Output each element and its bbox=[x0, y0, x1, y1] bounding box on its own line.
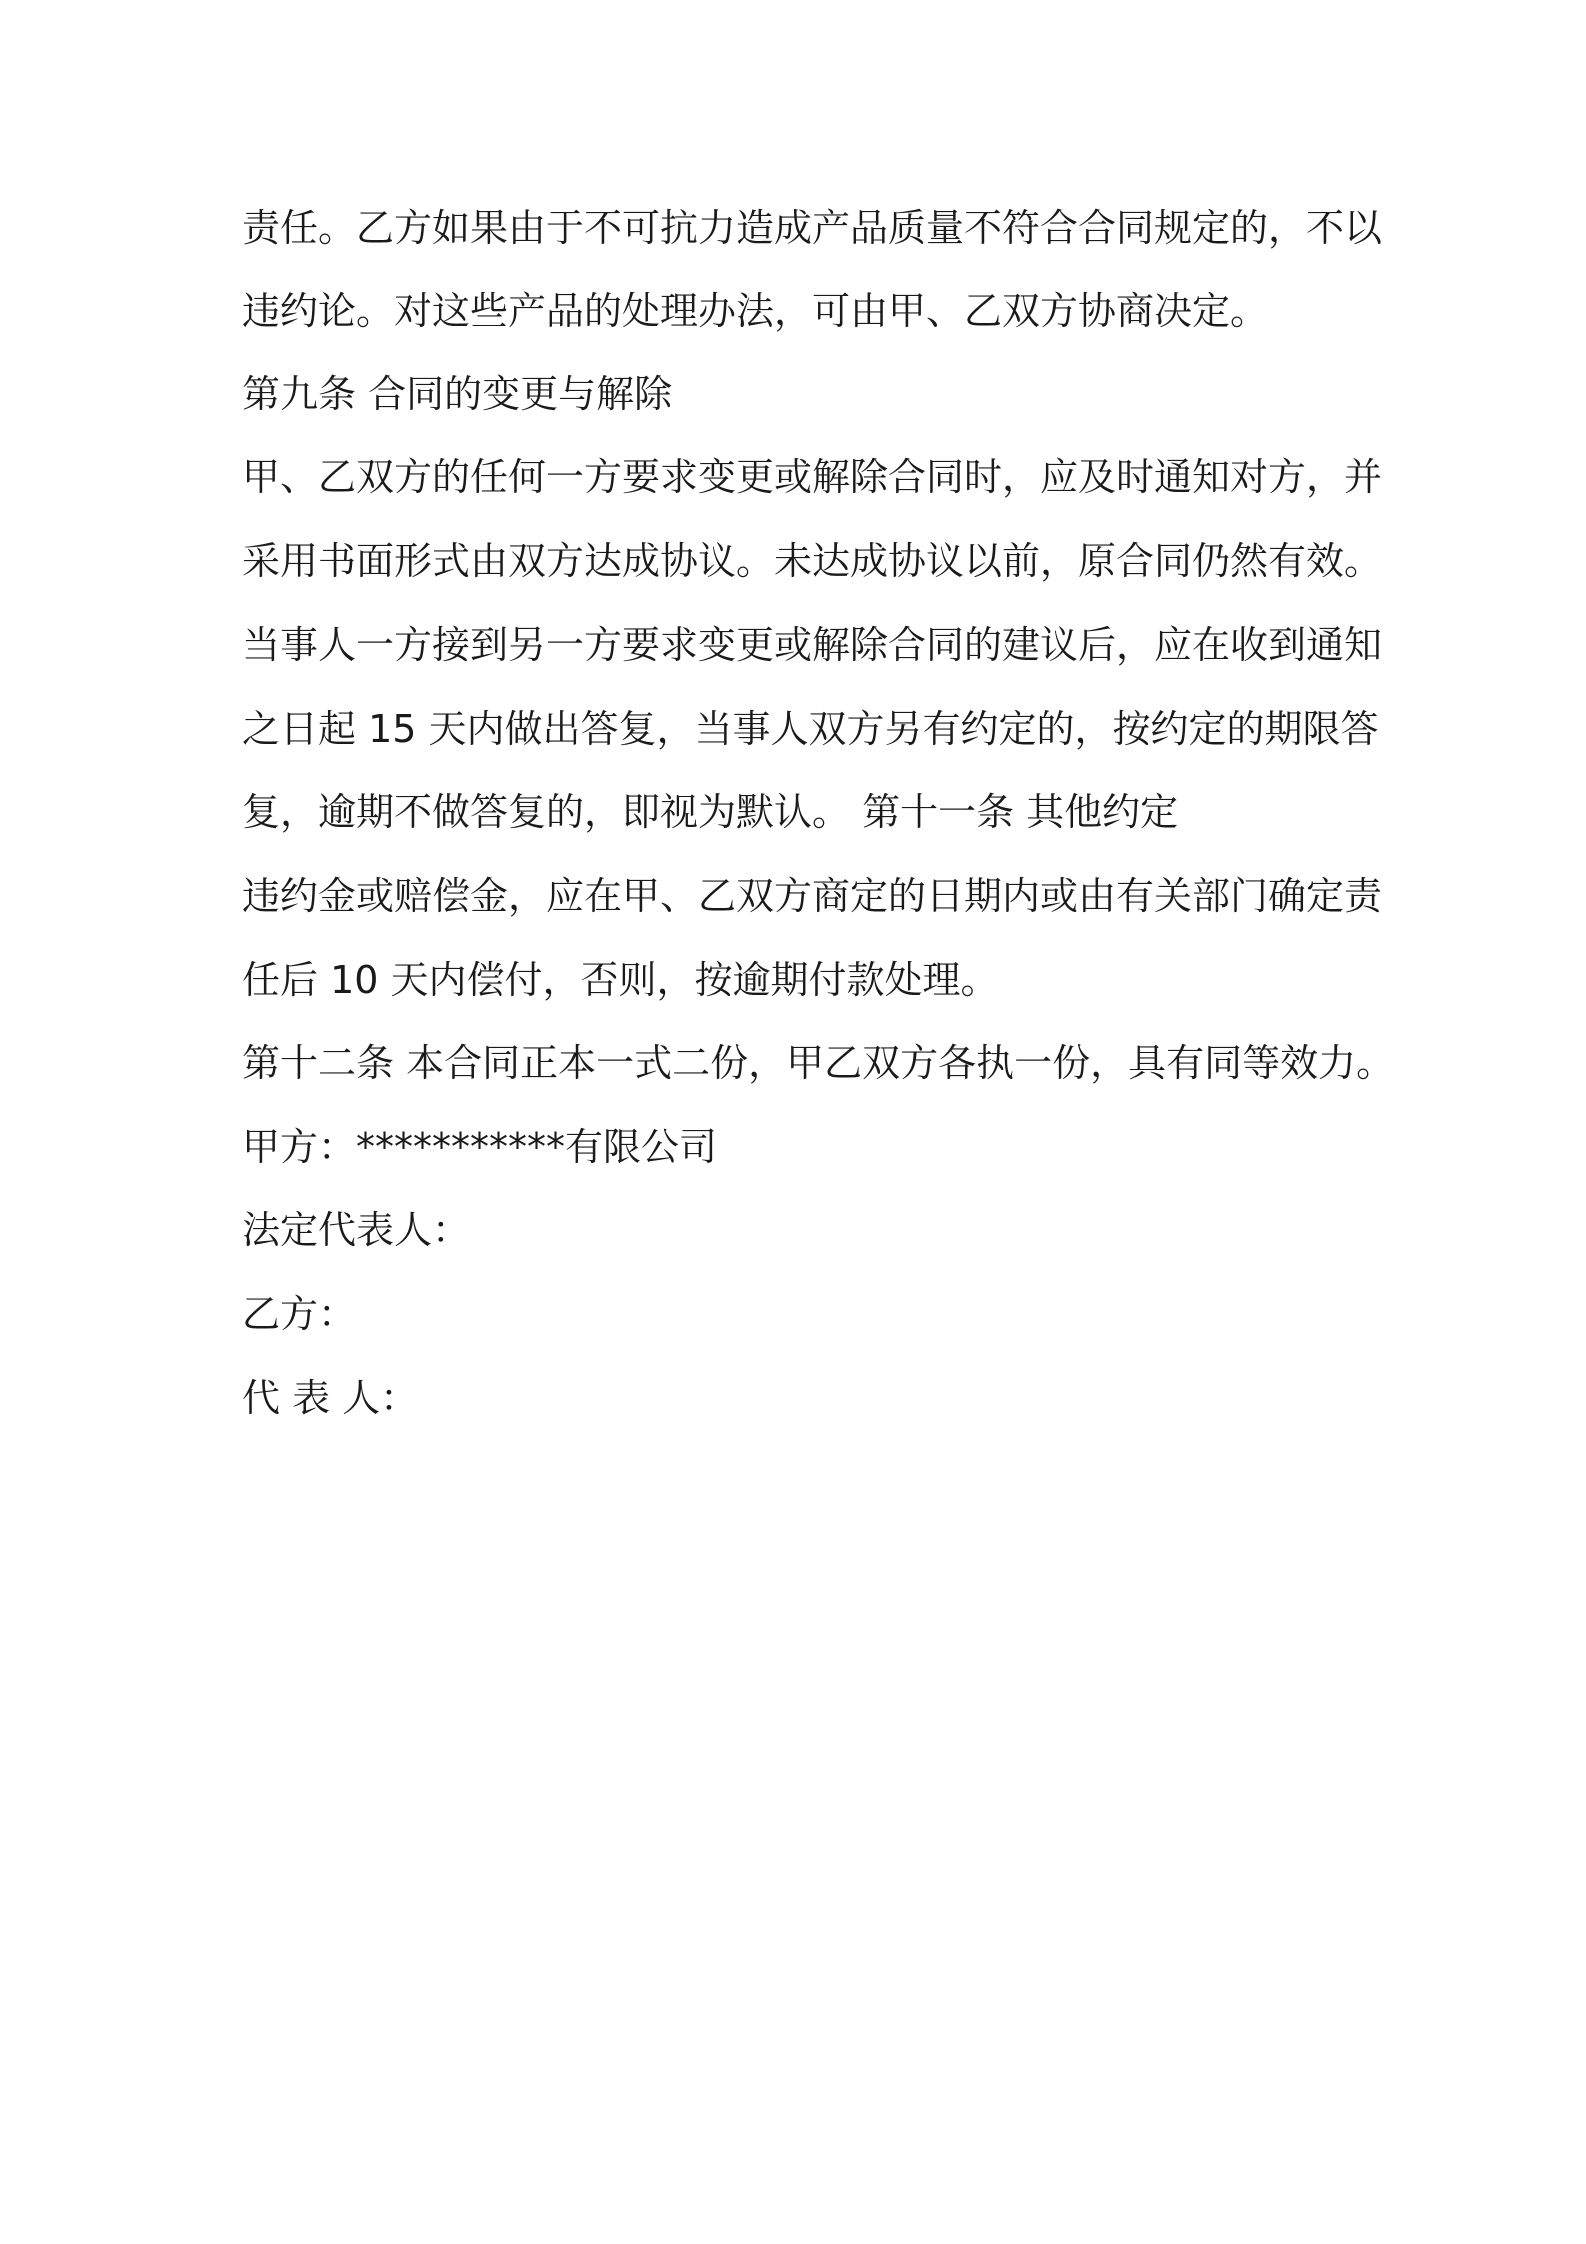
paragraph-line: 违约金或赔偿金，应在甲、乙双方商定的日期内或由有关部门确定责 bbox=[242, 874, 1383, 918]
representative-line: 代 表 人： bbox=[242, 1376, 419, 1420]
paragraph-line: 当事人一方接到另一方要求变更或解除合同的建议后，应在收到通知 bbox=[242, 623, 1383, 667]
paragraph-line: 违约论。对这些产品的处理办法，可由甲、乙双方协商决定。 bbox=[242, 289, 1269, 333]
paragraph-line: 责任。乙方如果由于不可抗力造成产品质量不符合合同规定的，不以 bbox=[242, 206, 1383, 250]
party-a-line: 甲方：***********有限公司 bbox=[242, 1125, 718, 1169]
article-12-line: 第十二条 本合同正本一式二份，甲乙双方各执一份，具有同等效力。 bbox=[242, 1041, 1395, 1085]
paragraph-line: 任后 10 天内偿付，否则，按逾期付款处理。 bbox=[242, 958, 999, 1002]
paragraph-line: 复，逾期不做答复的，即视为默认。 第十一条 其他约定 bbox=[242, 790, 1179, 834]
paragraph-line: 采用书面形式由双方达成协议。未达成协议以前，原合同仍然有效。 bbox=[242, 539, 1383, 583]
section-heading-article-9: 第九条 合同的变更与解除 bbox=[242, 372, 673, 416]
paragraph-line: 甲、乙双方的任何一方要求变更或解除合同时，应及时通知对方，并 bbox=[242, 455, 1383, 499]
party-b-line: 乙方： bbox=[242, 1292, 357, 1336]
paragraph-line: 之日起 15 天内做出答复，当事人双方另有约定的，按约定的期限答 bbox=[242, 707, 1379, 751]
legal-representative-line: 法定代表人： bbox=[242, 1208, 471, 1252]
